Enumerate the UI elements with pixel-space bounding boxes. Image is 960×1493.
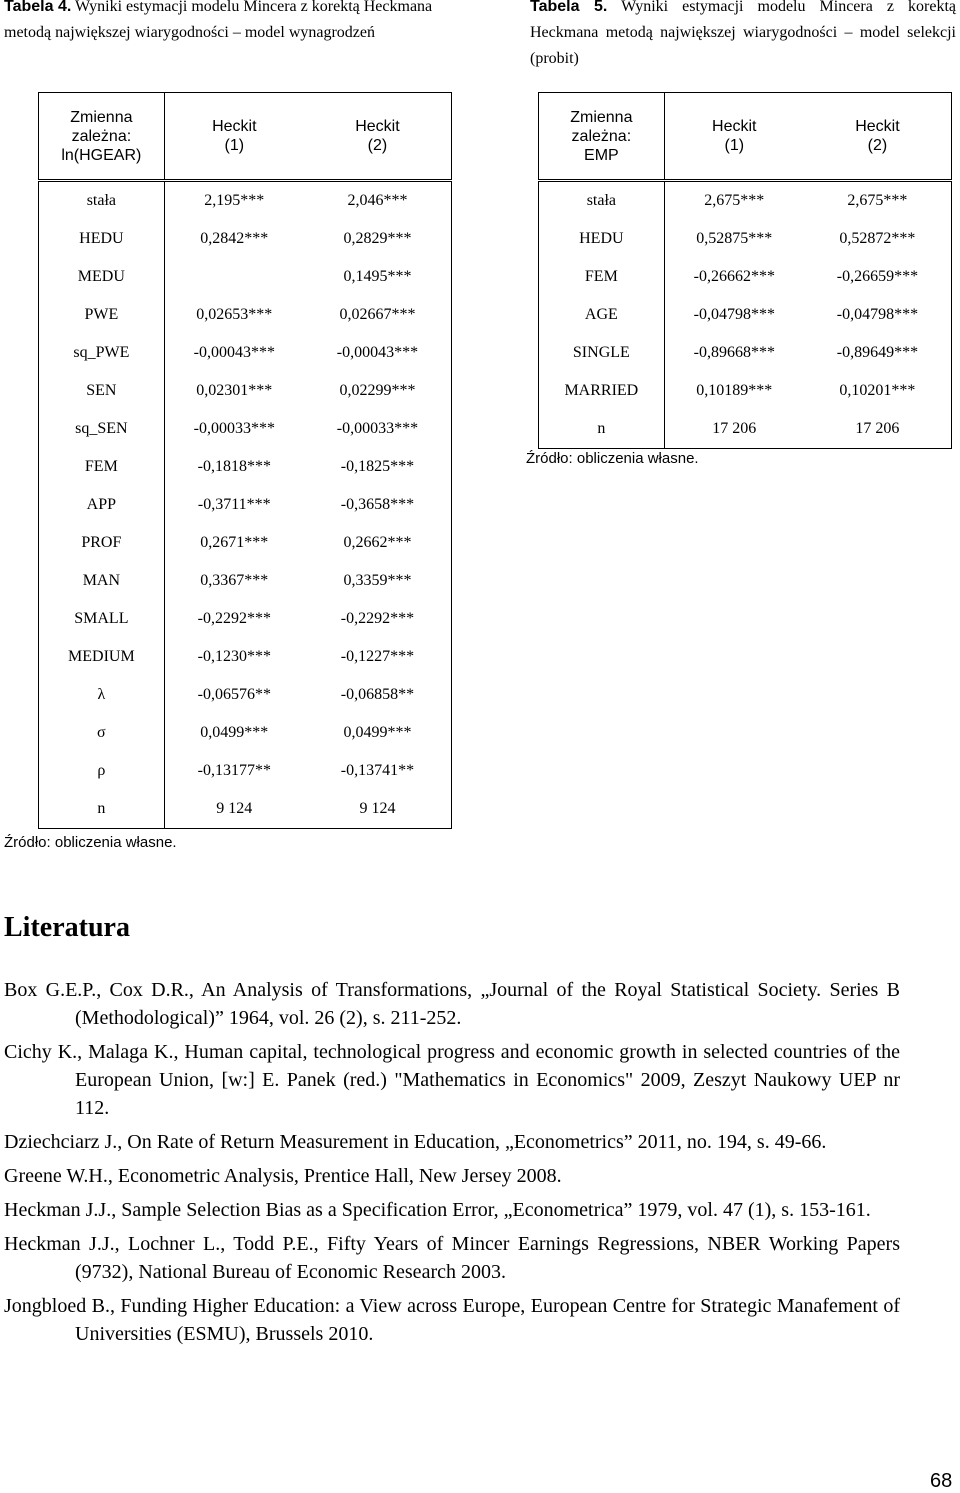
table-row [39,258,452,296]
header-row [539,93,952,181]
table-row [39,790,452,829]
table-row [539,334,952,372]
variable-name-cell: sq_SEN [39,410,165,448]
variable-name-cell: PWE [39,296,165,334]
heckit-2-value-cell: -0,1227*** [340,648,415,665]
heckit-2-value-cell: 0,1495*** [343,268,412,285]
heckit-2-value-cell: 0,3359*** [343,572,412,589]
table5-source: Źródło: obliczenia własne. [526,450,699,467]
heckit-2-value-cell: -0,26659*** [836,268,919,285]
heckit-1-value-cell: -0,06576** [197,686,271,703]
table-row [39,410,452,448]
header-dependent-variable: Zmienna zależna: ln(HGEAR) [39,93,165,181]
heckit-1-value-cell: 2,675*** [704,192,765,209]
heckit-2-value-cell: -0,2292*** [340,610,415,627]
variable-name-cell: ρ [39,752,165,790]
variable-name-cell: FEM [539,258,665,296]
table-row [39,296,452,334]
heckit-1-value-cell: -0,26662*** [693,268,775,285]
heckit-1-value-cell: 0,2671*** [200,534,269,551]
variable-name-cell: stała [539,181,665,221]
variable-name-cell: σ [39,714,165,752]
header-heckit-2: Heckit (2) [804,93,952,181]
variable-name-cell: SEN [39,372,165,410]
heckit-2-value-cell: -0,3658*** [340,496,415,513]
heckit-2-value-cell: 2,675*** [847,192,908,209]
reference-item: Greene W.H., Econometric Analysis, Prentice Hall, New Jersey 2008. [4,1165,562,1187]
variable-name-cell: FEM [39,448,165,486]
heckit-1-value-cell: 2,195*** [204,192,265,209]
table4-caption-text: Wyniki estymacji modelu Mincera z korektą Heckmana metodą największej wiarygodności – model wynagrodzeń [4,0,433,41]
variable-name-cell: SINGLE [539,334,665,372]
table-row [39,486,452,524]
table-row [39,752,452,790]
table-row [39,524,452,562]
table-row [539,372,952,410]
heckit-2-value-cell: -0,89649*** [836,344,919,361]
heckit-2-value-cell: 0,2662*** [343,534,412,551]
table-row [39,562,452,600]
heckit-2-value-cell: 2,046*** [347,192,408,209]
table-row [539,296,952,334]
heckit-2-value-cell: 0,02299*** [339,382,416,399]
header-heckit-2: Heckit (2) [304,93,452,181]
heckit-1-value-cell: 0,0499*** [200,724,269,741]
literature-heading: Literatura [4,912,130,943]
heckit-1-value-cell: 0,02653*** [196,306,273,323]
heckit-2-value-cell: 0,0499*** [343,724,412,741]
variable-name-cell: λ [39,676,165,714]
heckit-1-value-cell: -0,3711*** [197,496,271,513]
heckit-1-value-cell: -0,13177** [197,762,271,779]
reference-item: Dziechciarz J., On Rate of Return Measurement in Education, „Econometrics” 2011, no. 194, s. 49-66. [4,1131,827,1153]
table-row [539,410,952,449]
table4-caption-label: Tabela 4. [4,0,72,15]
heckit-1-value-cell: 0,2842*** [200,230,269,247]
table-row [539,258,952,296]
heckit-1-value-cell: 0,10189*** [696,382,773,399]
reference-item: Box G.E.P., Cox D.R., An Analysis of Transformations, „Journal of the Royal Statistical Society. Series B (Methodological)” 1964, vol. 26 (2), s. 211-252. [4,979,900,1029]
table5-caption [530,0,956,72]
reference-item: Heckman J.J., Lochner L., Todd P.E., Fifty Years of Mincer Earnings Regressions, NBER Working Papers (9732), National Bureau of Economic Research 2003. [4,1233,900,1283]
variable-name-cell: MEDU [39,258,165,296]
table-row [39,372,452,410]
header-row [39,93,452,181]
reference-item: Jongbloed B., Funding Higher Education: a View across Europe, European Centre for Strategic Manafement of Universities (ESMU), Brussels 2010. [4,1295,900,1345]
heckit-1-value-cell: -0,89668*** [693,344,775,361]
heckit-1-value-cell: -0,00043*** [193,344,275,361]
table-row [39,334,452,372]
table-row [39,220,452,258]
reference-item: Heckman J.J., Sample Selection Bias as a Specification Error, „Econometrica” 1979, vol. 47 (1), s. 153-161. [4,1199,871,1221]
heckit-1-value-cell: -0,2292*** [197,610,271,627]
heckit-2-value-cell: 0,52872*** [839,230,916,247]
variable-name-cell: sq_PWE [39,334,165,372]
table-row [39,181,452,221]
heckit-1-value-cell: 17 206 [712,420,757,437]
table5-caption-text: Wyniki estymacji modelu Mincera z korektą Heckmana metodą największej wiarygodności – model selekcji (probit) [530,0,956,67]
table-row [39,676,452,714]
variable-name-cell: n [539,410,665,449]
table4-caption [4,0,444,46]
heckit-2-value-cell: -0,04798*** [836,306,919,323]
variable-name-cell: n [39,790,165,829]
variable-name-cell: MAN [39,562,165,600]
reference-item: Cichy K., Malaga K., Human capital, technological progress and economic growth in selected countries of the European Union, [w:] E. Panek (red.) "Mathematics in Economics" 2009, Zeszyt Naukowy UEP nr 112. [4,1041,900,1119]
table-row [39,448,452,486]
table-row [39,600,452,638]
heckit-1-value-cell: 0,3367*** [200,572,269,589]
page-number: 68 [930,1470,953,1492]
table-row [539,181,952,221]
table-row [39,714,452,752]
variable-name-cell: MEDIUM [39,638,165,676]
heckit-1-value-cell: 0,52875*** [696,230,773,247]
table-row [539,220,952,258]
table4 [38,92,452,829]
variable-name-cell: SMALL [39,600,165,638]
heckit-2-value-cell: 0,02667*** [339,306,416,323]
heckit-1-value-cell: -0,1230*** [197,648,271,665]
heckit-1-value-cell: 0,02301*** [196,382,273,399]
table5-caption-label: Tabela 5. [530,0,608,15]
heckit-1-value-cell: 9 124 [216,800,253,817]
variable-name-cell: PROF [39,524,165,562]
table-row [39,638,452,676]
heckit-1-value-cell: -0,00033*** [193,420,275,437]
heckit-1-value-cell: -0,1818*** [197,458,271,475]
heckit-2-value-cell: 9 124 [359,800,396,817]
heckit-2-value-cell: -0,00043*** [336,344,419,361]
variable-name-cell: HEDU [39,220,165,258]
variable-name-cell: stała [39,181,165,221]
table4-source: Źródło: obliczenia własne. [4,834,177,851]
reference-list [4,976,900,1354]
heckit-2-value-cell: -0,06858** [340,686,415,703]
heckit-2-value-cell: -0,1825*** [340,458,415,475]
heckit-2-value-cell: -0,13741** [340,762,415,779]
heckit-2-value-cell: 0,10201*** [839,382,916,399]
heckit-2-value-cell: 0,2829*** [343,230,412,247]
heckit-2-value-cell: 17 206 [855,420,900,437]
variable-name-cell: MARRIED [539,372,665,410]
variable-name-cell: HEDU [539,220,665,258]
table5 [538,92,952,449]
header-dependent-variable: Zmienna zależna: EMP [539,93,665,181]
header-heckit-1: Heckit (1) [164,93,304,181]
header-heckit-1: Heckit (1) [664,93,804,181]
heckit-2-value-cell: -0,00033*** [336,420,419,437]
heckit-1-value-cell: -0,04798*** [693,306,775,323]
variable-name-cell: AGE [539,296,665,334]
heckit-1-value-cell [164,258,304,296]
variable-name-cell: APP [39,486,165,524]
